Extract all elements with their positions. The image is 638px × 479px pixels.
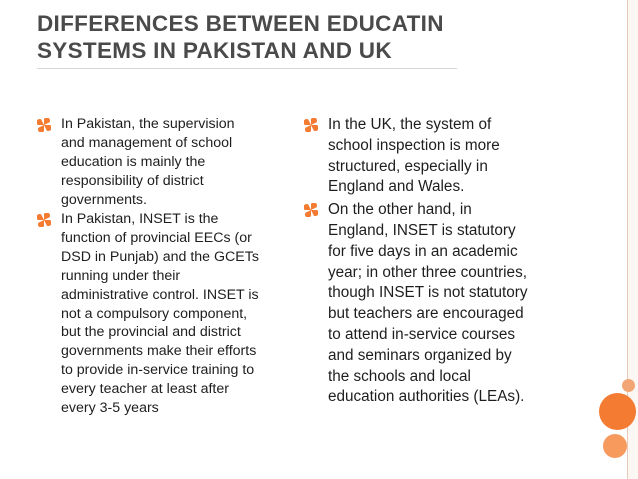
decorative-circle-small [622,379,635,392]
left-bullet-item-1 [37,115,299,210]
pinwheel-bullet-icon [37,118,51,132]
slide-title [37,10,444,64]
right-bullet-text-2: On the other hand, in England, INSET is statutory for five days in an academic year; in other three countries, though INSET is not statutory but teachers are encouraged to attend in-service courses and seminars organized by the schools and local education authorities (LEAs). [328,201,528,406]
decorative-circle-medium [603,434,627,458]
decorative-circle-large [599,393,636,430]
title-underline [37,68,457,69]
right-bullet-item-2 [304,200,566,408]
left-bullet-item-2 [37,210,299,418]
right-bullet-item-1 [304,115,566,198]
slide-title-line-2: SYSTEMS IN PAKISTAN AND UK [37,38,392,63]
pinwheel-bullet-icon [304,118,318,132]
right-bullet-text-1: In the UK, the system of school inspection is more structured, especially in England and Wales. [328,116,500,196]
left-bullet-text-2: In Pakistan, INSET is the function of provincial EECs (or DSD in Punjab) and the GCETs running under their administrative control. INSET is not a compulsory component, but the provincial and district governments make their efforts to provide in-service training to every teacher at least after every 3-5 years [61,211,259,417]
left-bullet-text-1: In Pakistan, the supervision and management of school education is mainly the responsibility of district governments. [61,116,235,208]
pinwheel-bullet-icon [37,213,51,227]
left-column-bullets [37,115,299,419]
slide-title-line-1: DIFFERENCES BETWEEN EDUCATIN [37,11,444,36]
pinwheel-bullet-icon [304,203,318,217]
right-column-bullets [304,115,566,410]
